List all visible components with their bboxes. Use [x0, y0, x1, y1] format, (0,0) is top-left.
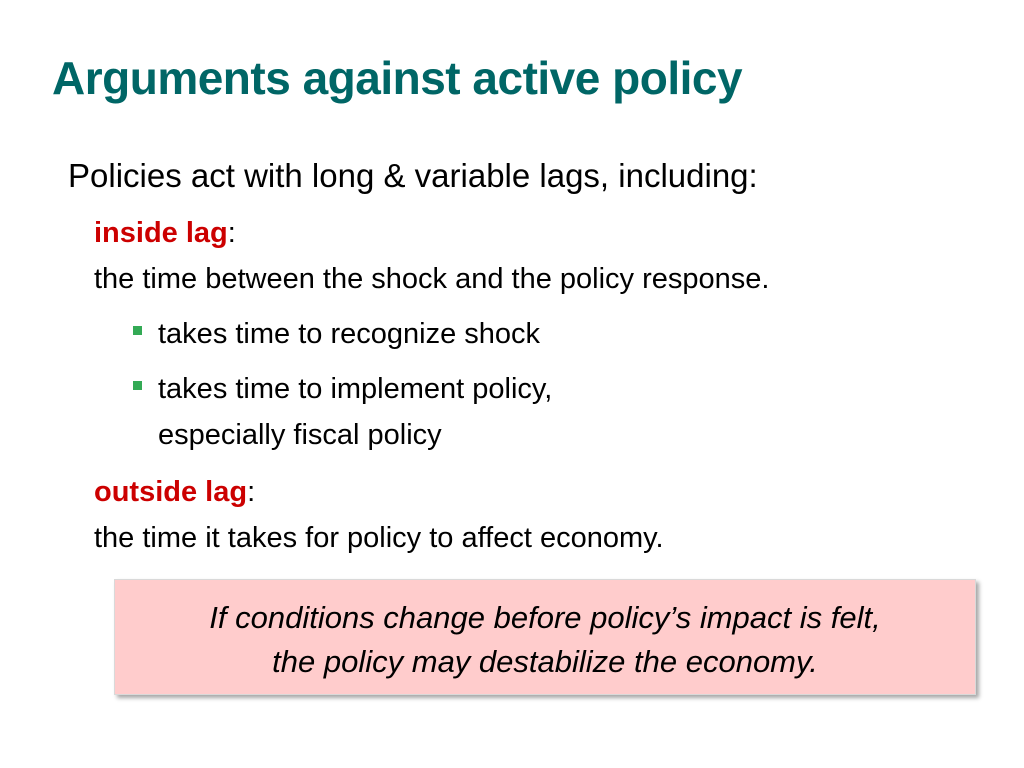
bullet-text: takes time to recognize shock [158, 318, 541, 350]
inside-lag-term: inside lag [94, 217, 228, 249]
callout-line-2: the policy may destabilize the economy. [272, 644, 818, 679]
inside-lag-colon: : [227, 217, 236, 249]
intro-text: Policies act with long & variable lags, including: [68, 157, 758, 194]
inside-lag-heading [94, 215, 236, 251]
outside-lag-definition: the time it takes for policy to affect economy. [94, 522, 664, 554]
outside-lag-heading [94, 474, 255, 510]
slide-title: Arguments against active policy [52, 52, 743, 104]
inside-lag-definition: the time between the shock and the policy response. [94, 263, 770, 295]
callout-box [114, 579, 976, 695]
callout-line-1: If conditions change before policy’s impact is felt, [209, 600, 881, 635]
square-bullet-icon [133, 326, 142, 335]
square-bullet-icon [133, 381, 142, 390]
outside-lag-colon: : [247, 476, 256, 508]
outside-lag-term: outside lag [94, 476, 248, 508]
bullet-text: takes time to implement policy, [158, 373, 553, 405]
bullet-text: especially fiscal policy [158, 419, 442, 451]
